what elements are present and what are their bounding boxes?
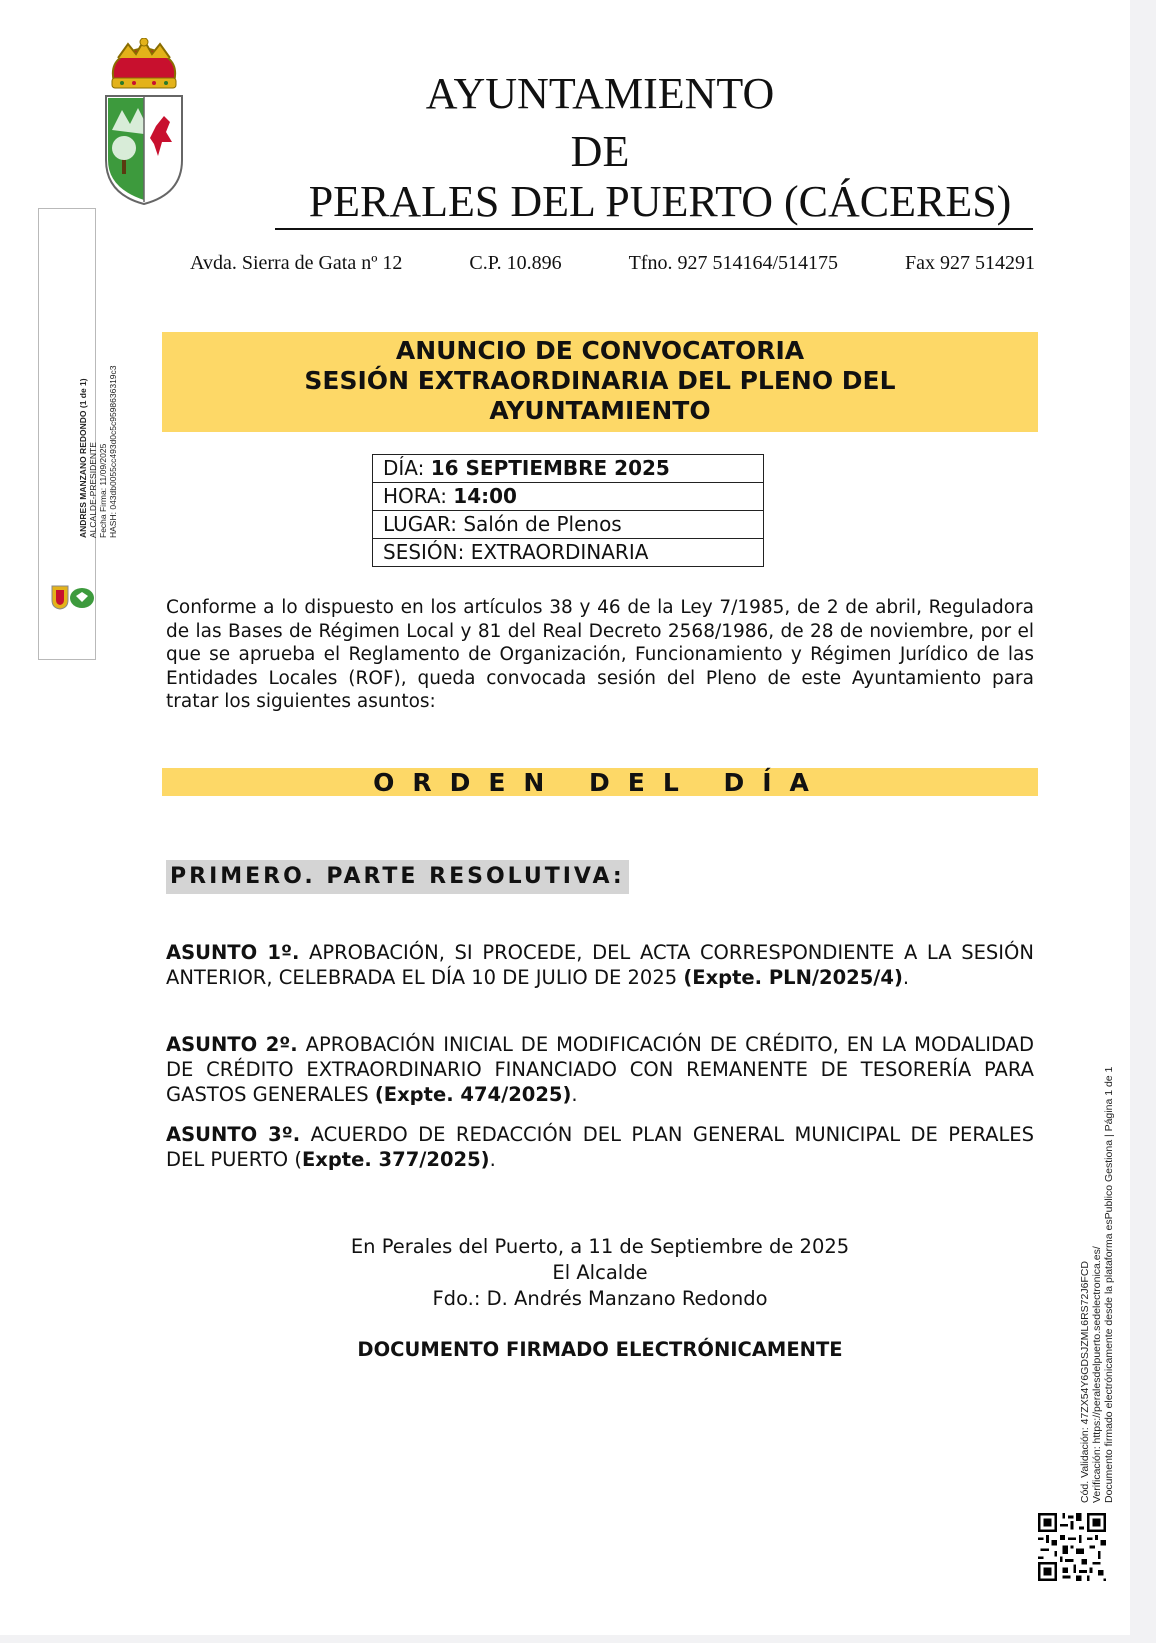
header-rule xyxy=(275,228,1033,230)
agenda-item-end: . xyxy=(902,966,910,989)
signer-title: El Alcalde xyxy=(552,1261,648,1284)
postal-code: C.P. 10.896 xyxy=(469,252,562,274)
signature-hash: HASH: 043db0055cc493d0c5c9598636319c3 xyxy=(108,365,118,538)
header-title-line3: PERALES DEL PUERTO (CÁCERES) xyxy=(308,177,1012,226)
signer-name: ANDRES MANZANO REDONDO (1 de 1) xyxy=(78,378,88,538)
intro-paragraph: Conforme a lo dispuesto en los artículos 38 y 46 de la Ley 7/1985, de 2 de abril, Reguladora de las Bases de Régimen Local y 81 del Real Decreto 2568/1986, de 28 de noviembre, por el que se aprueba el Reglamento de Organización, Funcionamiento y Régimen Jurídico de las Entidades Locales (ROF), queda convocada sesión del Pleno de este Ayuntamiento para tratar los siguientes asuntos: xyxy=(166,597,1034,712)
table-row xyxy=(373,511,764,539)
section-title: PRIMERO. PARTE RESOLUTIVA: xyxy=(166,860,629,894)
agenda-item xyxy=(166,1122,1034,1172)
table-row xyxy=(373,539,764,567)
agenda-item-end: . xyxy=(571,1083,578,1106)
date-value: 16 SEPTIEMBRE 2025 xyxy=(430,456,670,480)
time-value: 14:00 xyxy=(453,484,517,508)
place-date: En Perales del Puerto, a 11 de Septiembre de 2025 xyxy=(350,1235,850,1258)
announcement-banner xyxy=(162,332,1038,432)
banner-line1: ANUNCIO DE CONVOCATORIA xyxy=(395,336,805,365)
validation-code: Cód. Validación: 47ZX54Y6GDSJZML6RS72J6FCD xyxy=(1079,1261,1091,1503)
agenda-item xyxy=(166,940,1034,990)
agenda-item-ref: (Expte. 474/2025) xyxy=(374,1083,572,1106)
session-date xyxy=(373,455,764,483)
qr-code-icon[interactable] xyxy=(1038,1513,1106,1581)
time-label: HORA: xyxy=(383,484,454,508)
validation-text xyxy=(1079,1033,1115,1503)
header-title-line2: DE xyxy=(570,127,630,176)
date-label: DÍA: xyxy=(383,456,431,480)
electronic-signature-note: DOCUMENTO FIRMADO ELECTRÓNICAMENTE xyxy=(357,1338,843,1361)
header-title-line1: AYUNTAMIENTO xyxy=(425,69,775,118)
municipal-logo-icon xyxy=(48,582,96,610)
agenda-item-ref: Expte. 377/2025) xyxy=(301,1148,490,1171)
platform-note: Documento firmado electrónicamente desde la plataforma esPublico Gestiona | Página 1 de 1 xyxy=(1103,1066,1115,1503)
agenda-title: ORDEN DEL DÍA xyxy=(162,768,1038,796)
session-time xyxy=(373,483,764,511)
agenda-item-text: ACUERDO DE REDACCIÓN DEL PLAN GENERAL MUNICIPAL DE PERALES DEL PUERTO xyxy=(166,1123,1035,1171)
agenda-item-text: APROBACIÓN, SI PROCEDE, DEL ACTA CORRESPONDIENTE A LA SESIÓN ANTERIOR, CELEBRADA EL DÍA 10 DE JULIO DE 2025 xyxy=(166,941,1034,989)
table-row xyxy=(373,455,764,483)
signer-role: ALCALDE-PRESIDENTE xyxy=(88,442,98,538)
banner-line3: AYUNTAMIENTO xyxy=(489,396,711,425)
phone-number: Tfno. 927 514164/514175 xyxy=(628,252,839,274)
signed-by: Fdo.: D. Andrés Manzano Redondo xyxy=(432,1287,768,1310)
address-line xyxy=(190,252,1035,275)
session-type: SESIÓN: EXTRAORDINARIA xyxy=(373,539,764,567)
coat-of-arms-icon xyxy=(100,38,188,206)
agenda-item-text: APROBACIÓN INICIAL DE MODIFICACIÓN DE CRÉDITO, EN LA MODALIDAD DE CRÉDITO EXTRAORDINARIO FINANCIADO CON REMANENTE DE TESORERÍA PARA GASTOS GENERALES xyxy=(166,1033,1034,1106)
fax-number: Fax 927 514291 xyxy=(904,252,1035,274)
signature-stamp-text xyxy=(78,298,118,538)
agenda-item-label: ASUNTO 2º. xyxy=(166,1033,298,1056)
banner-line2: SESIÓN EXTRAORDINARIA DEL PLENO DEL xyxy=(304,366,896,395)
verification-url: Verificación: https://peralesdelpuerto.sedelectronica.es/ xyxy=(1091,1246,1103,1503)
agenda-item-end: . xyxy=(489,1148,496,1171)
session-place: LUGAR: Salón de Plenos xyxy=(373,511,764,539)
agenda-item-label: ASUNTO 1º. xyxy=(166,941,300,964)
street-address: Avda. Sierra de Gata nº 12 xyxy=(190,252,403,274)
signature-date: Fecha Firma: 11/09/2025 xyxy=(98,443,108,538)
agenda-item xyxy=(166,1032,1034,1107)
agenda-item-ref: (Expte. PLN/2025/4) xyxy=(683,966,903,989)
agenda-item-label: ASUNTO 3º. xyxy=(166,1123,301,1146)
table-row xyxy=(373,483,764,511)
session-info-table xyxy=(372,454,764,567)
agenda-item-pre: ( xyxy=(294,1148,302,1171)
closing-block xyxy=(250,1234,950,1312)
